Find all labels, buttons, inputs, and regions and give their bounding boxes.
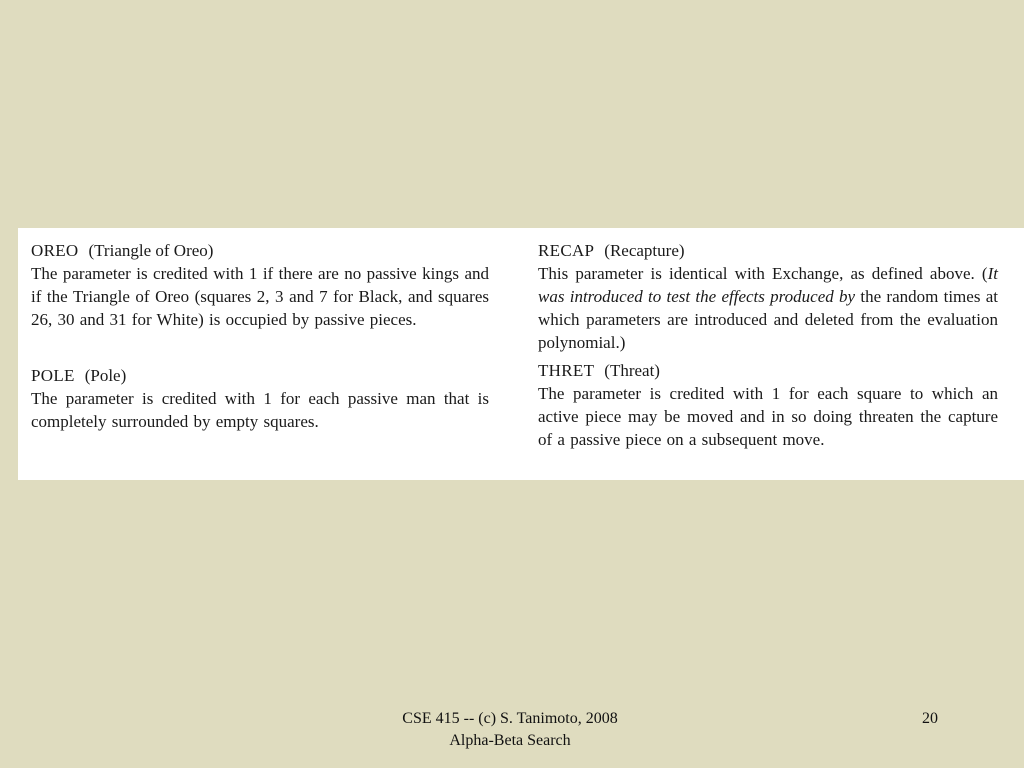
- definition-body: [538, 262, 998, 354]
- parameter-name: (Threat): [604, 361, 660, 380]
- slide-footer-credit: [360, 708, 660, 752]
- definition-heading: [31, 240, 489, 262]
- right-column: [538, 240, 998, 451]
- definition-body-rest: the random times at which parameters are introduced and deleted from the evaluation polynomial.): [538, 287, 998, 352]
- footer-title-line: Alpha-Beta Search: [449, 732, 571, 749]
- parameter-name: (Triangle of Oreo): [88, 241, 214, 260]
- definition-pole: [31, 365, 489, 433]
- definition-recap: [538, 240, 998, 354]
- parameter-code: THRET: [538, 361, 595, 380]
- definition-body: The parameter is credited with 1 for each passive man that is completely surrounded by empty squares.: [31, 389, 489, 431]
- scanned-definitions-image: [18, 228, 1024, 480]
- definition-body-italic: It was introduced to test the effects produced by: [538, 264, 998, 306]
- footer-credit-line: CSE 415 -- (c) S. Tanimoto, 2008: [402, 710, 618, 727]
- definition-heading: [538, 360, 998, 382]
- parameter-code: POLE: [31, 366, 75, 385]
- parameter-name: (Recapture): [604, 241, 685, 260]
- left-column: [31, 240, 489, 433]
- parameter-code: RECAP: [538, 241, 595, 260]
- parameter-code: OREO: [31, 241, 79, 260]
- slide-page-number: 20: [922, 710, 938, 727]
- definition-heading: [31, 365, 489, 387]
- definition-oreo: [31, 240, 489, 331]
- parameter-name: (Pole): [84, 366, 127, 385]
- definition-heading: [538, 240, 998, 262]
- definition-thret: [538, 360, 998, 451]
- definition-body: The parameter is credited with 1 for each square to which an active piece may be moved and in so doing threaten the capture of a passive piece on a subsequent move.: [538, 384, 998, 449]
- definition-body-plain: This parameter is identical with Exchange, as defined above. (: [538, 264, 988, 283]
- definition-body: The parameter is credited with 1 if there are no passive kings and if the Triangle of Oreo (squares 2, 3 and 7 for Black, and squares 26, 30 and 31 for White) is occupied by passive pieces.: [31, 264, 489, 329]
